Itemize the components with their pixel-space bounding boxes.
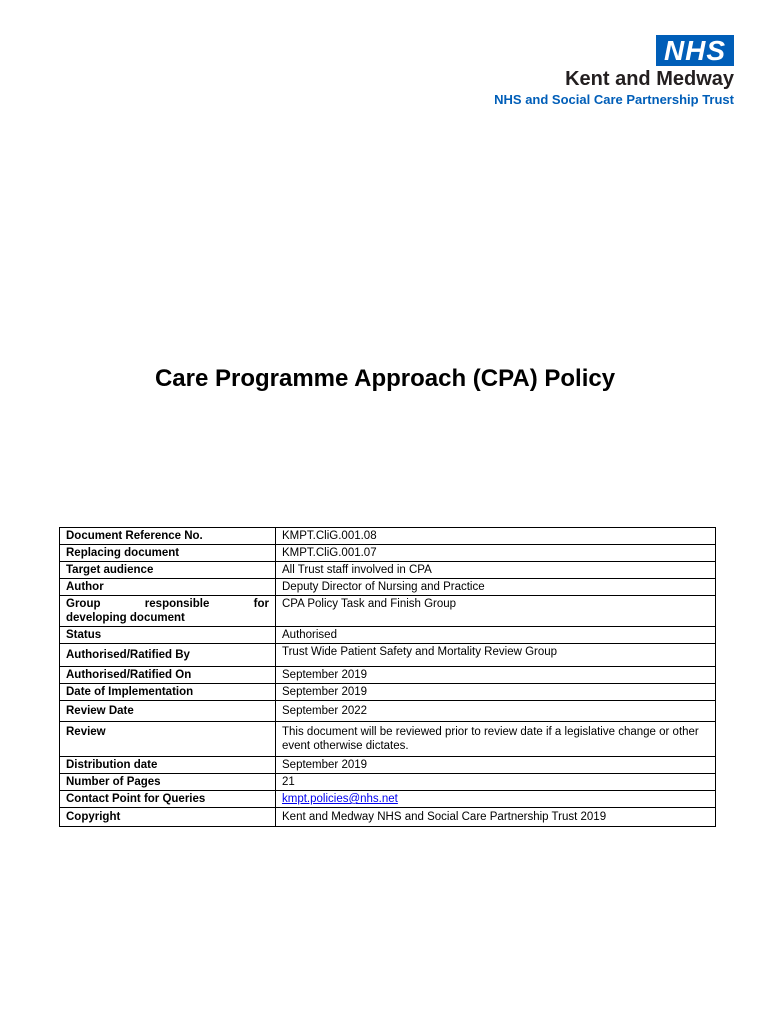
contact-email-link[interactable]: kmpt.policies@nhs.net — [282, 793, 398, 805]
table-row — [60, 757, 716, 774]
label-word: for — [253, 598, 269, 610]
table-row — [60, 644, 716, 667]
row-label: Replacing document — [60, 545, 276, 562]
row-value — [276, 791, 716, 808]
row-value: September 2019 — [276, 757, 716, 774]
row-label: Document Reference No. — [60, 528, 276, 545]
row-value: This document will be reviewed prior to review date if a legislative change or other event otherwise dictates. — [276, 722, 716, 757]
table-row — [60, 722, 716, 757]
row-value: Trust Wide Patient Safety and Mortality Review Group — [276, 644, 716, 667]
table-row — [60, 627, 716, 644]
label-word: Group — [66, 598, 101, 610]
document-title: Care Programme Approach (CPA) Policy — [154, 365, 616, 392]
row-value: September 2022 — [276, 701, 716, 722]
row-label: Review — [60, 722, 276, 757]
table-row — [60, 808, 716, 827]
table-row — [60, 545, 716, 562]
row-value: CPA Policy Task and Finish Group — [276, 596, 716, 627]
table-row — [60, 562, 716, 579]
row-value: September 2019 — [276, 667, 716, 684]
label-line: developing document — [66, 612, 185, 624]
label-word: responsible — [144, 598, 210, 610]
row-label: Author — [60, 579, 276, 596]
row-label: Distribution date — [60, 757, 276, 774]
table-row — [60, 596, 716, 627]
document-info-table — [59, 527, 716, 827]
org-subname: NHS and Social Care Partnership Trust — [494, 92, 734, 107]
row-label: Target audience — [60, 562, 276, 579]
row-value: All Trust staff involved in CPA — [276, 562, 716, 579]
row-label: Copyright — [60, 808, 276, 827]
row-value: Authorised — [276, 627, 716, 644]
row-value: KMPT.CliG.001.07 — [276, 545, 716, 562]
table-row — [60, 667, 716, 684]
row-value: Kent and Medway NHS and Social Care Partnership Trust 2019 — [276, 808, 716, 827]
table-row — [60, 579, 716, 596]
row-label: Number of Pages — [60, 774, 276, 791]
row-value: September 2019 — [276, 684, 716, 701]
row-label: Date of Implementation — [60, 684, 276, 701]
nhs-logo: NHS — [656, 35, 734, 66]
row-label — [60, 596, 276, 627]
row-value: Deputy Director of Nursing and Practice — [276, 579, 716, 596]
table-row — [60, 791, 716, 808]
table-row — [60, 684, 716, 701]
row-label: Authorised/Ratified On — [60, 667, 276, 684]
org-name: Kent and Medway — [565, 68, 734, 90]
row-label: Review Date — [60, 701, 276, 722]
table-row — [60, 528, 716, 545]
row-label: Authorised/Ratified By — [60, 644, 276, 667]
table-row — [60, 701, 716, 722]
row-label: Contact Point for Queries — [60, 791, 276, 808]
row-label: Status — [60, 627, 276, 644]
table-row — [60, 774, 716, 791]
row-value: 21 — [276, 774, 716, 791]
row-value: KMPT.CliG.001.08 — [276, 528, 716, 545]
